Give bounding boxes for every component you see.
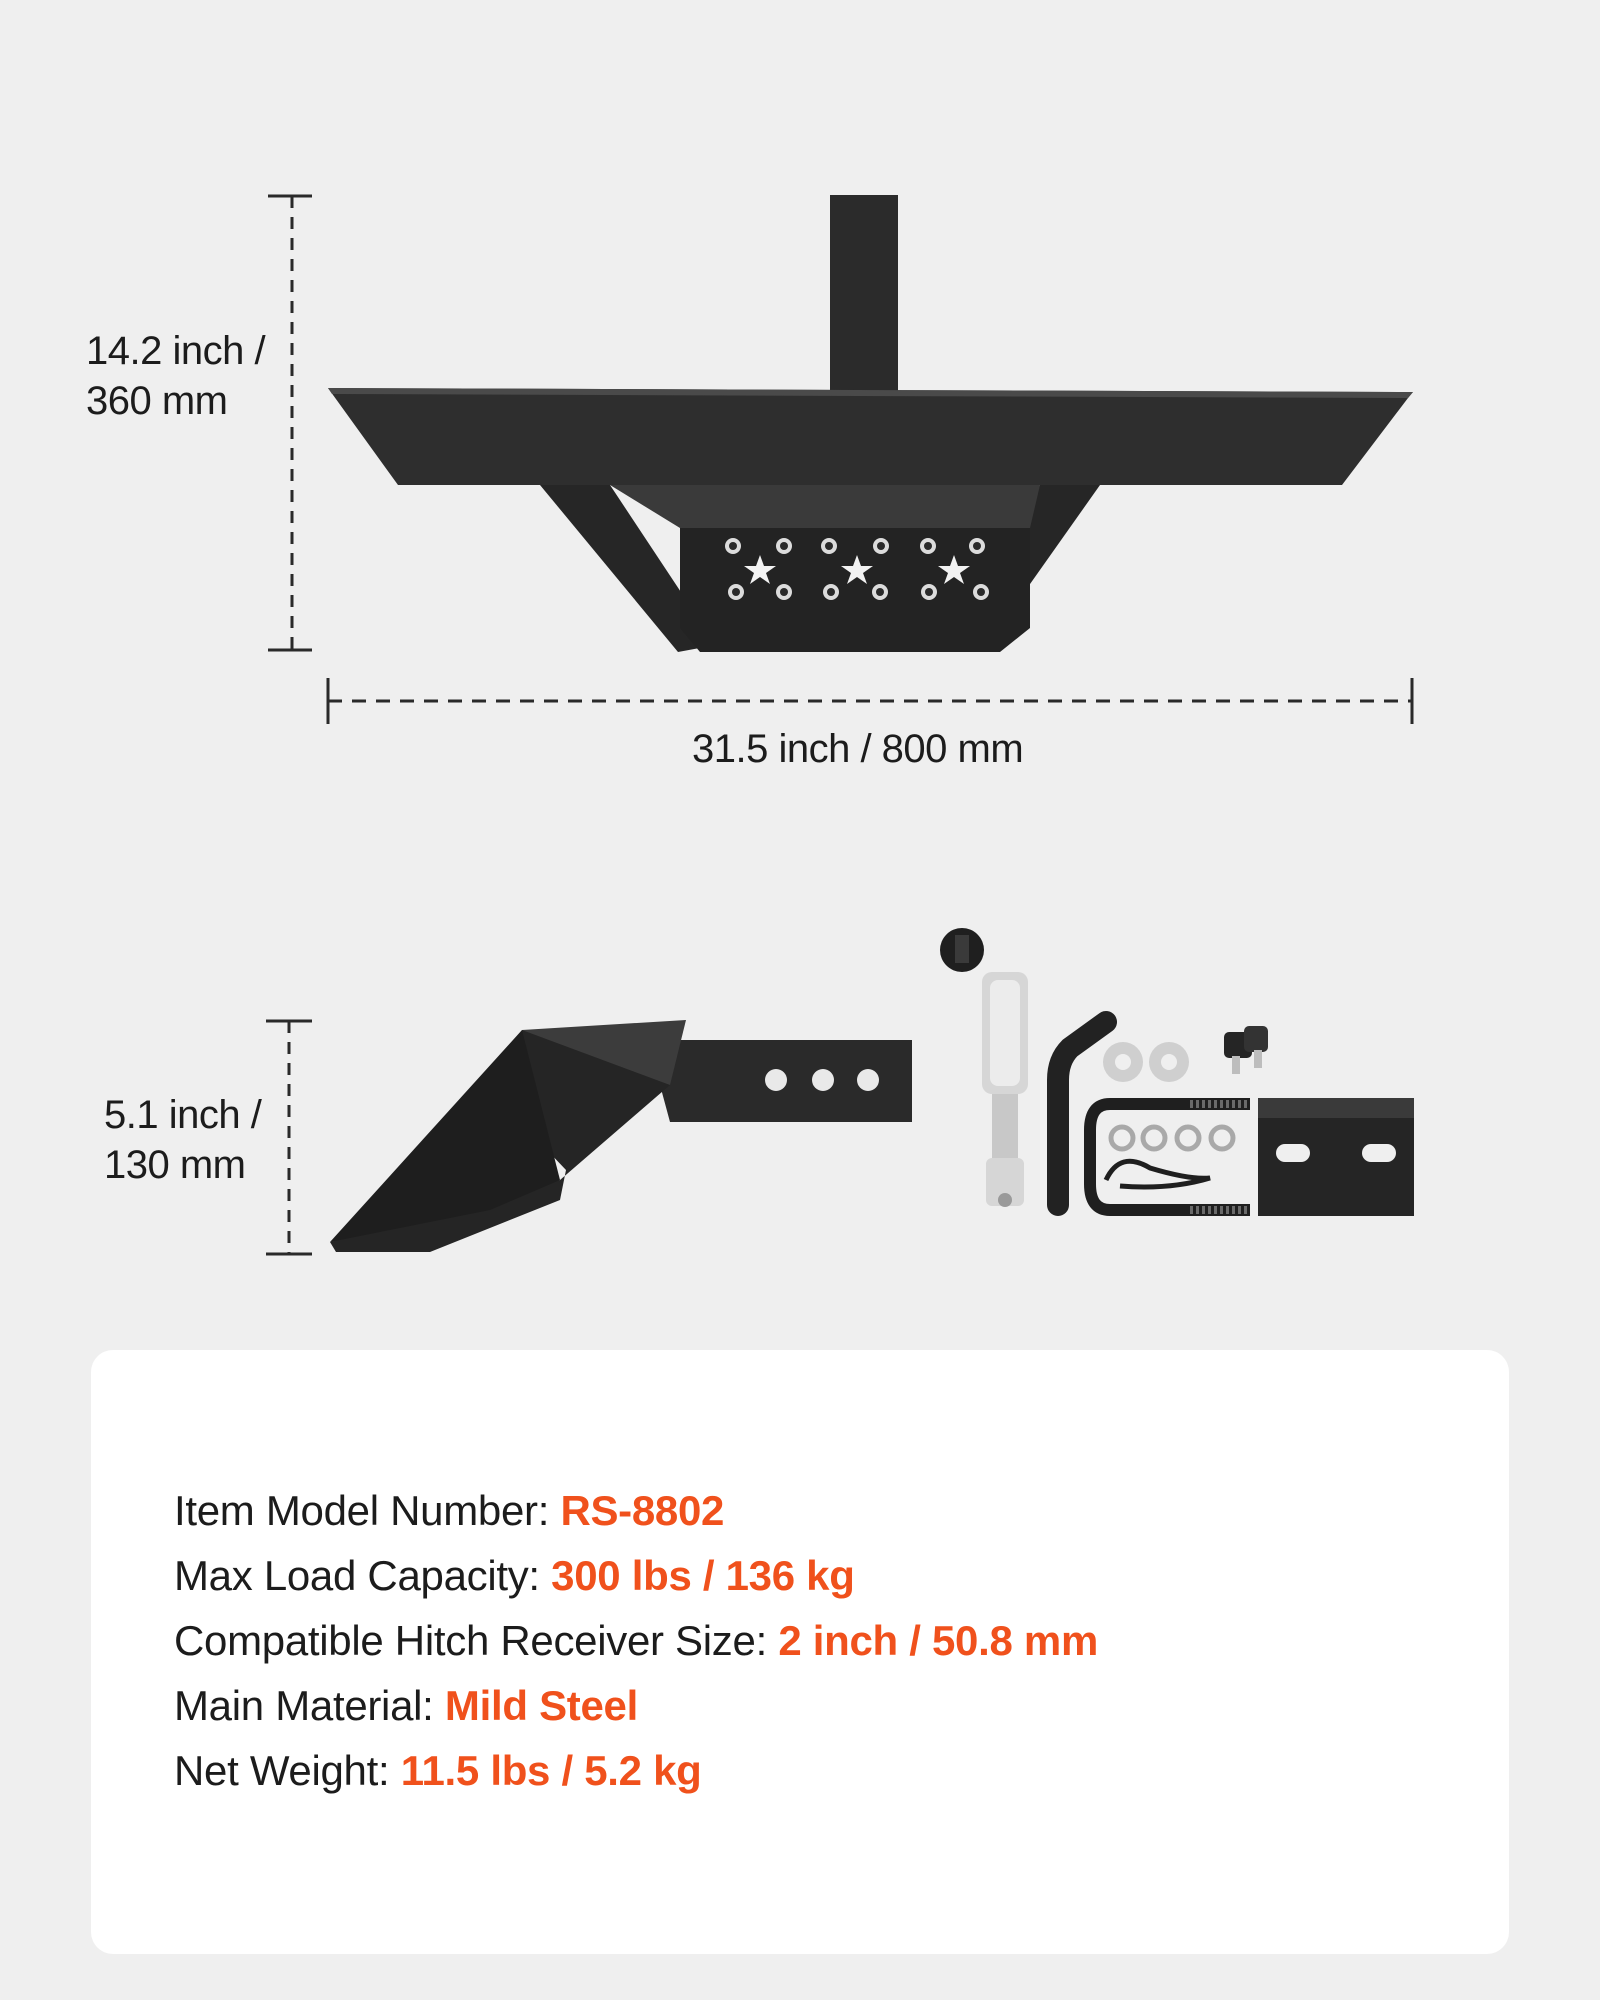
height-dimension-line2: 360 mm: [86, 379, 228, 423]
width-dimension-label: [692, 724, 1023, 774]
spec-label: Main Material:: [174, 1682, 445, 1729]
hitch-step-side-view: [330, 1020, 912, 1252]
spec-value: 2 inch / 50.8 mm: [778, 1617, 1098, 1664]
width-dimension-text: 31.5 inch / 800 mm: [692, 727, 1024, 771]
hardware-kit: [940, 928, 1414, 1216]
width-dimension-guide: [328, 678, 1412, 724]
spec-material: [174, 1673, 1098, 1738]
depth-dimension-line1: 5.1 inch /: [104, 1093, 262, 1137]
height-dimension-line1: 14.2 inch /: [86, 329, 266, 373]
height-dimension-guide: [268, 196, 312, 650]
depth-dimension-label: [104, 1090, 261, 1190]
mounting-bracket: [1258, 1098, 1414, 1216]
spec-value: RS-8802: [560, 1487, 725, 1534]
spec-value: 300 lbs / 136 kg: [551, 1552, 855, 1599]
depth-dimension-guide: [266, 1021, 312, 1254]
spec-label: Max Load Capacity:: [174, 1552, 552, 1599]
spec-max-load: [174, 1543, 1098, 1608]
height-dimension-label: [86, 326, 265, 426]
locking-pin: [940, 928, 1028, 1207]
spec-label: Net Weight:: [174, 1747, 401, 1794]
spec-label: Compatible Hitch Receiver Size:: [174, 1617, 779, 1664]
spec-receiver-size: [174, 1608, 1098, 1673]
spec-list: [174, 1478, 1098, 1803]
spec-value: 11.5 lbs / 5.2 kg: [400, 1747, 702, 1794]
washers: [1103, 1042, 1189, 1082]
depth-dimension-line2: 130 mm: [104, 1143, 246, 1187]
spec-net-weight: [174, 1738, 1098, 1803]
spec-value: Mild Steel: [444, 1682, 638, 1729]
specs-card: [91, 1350, 1509, 1954]
hitch-step-front-view: [328, 195, 1413, 652]
lock-keys: [1224, 1026, 1268, 1074]
spec-model-number: [174, 1478, 1098, 1543]
spec-label: Item Model Number:: [174, 1487, 561, 1534]
